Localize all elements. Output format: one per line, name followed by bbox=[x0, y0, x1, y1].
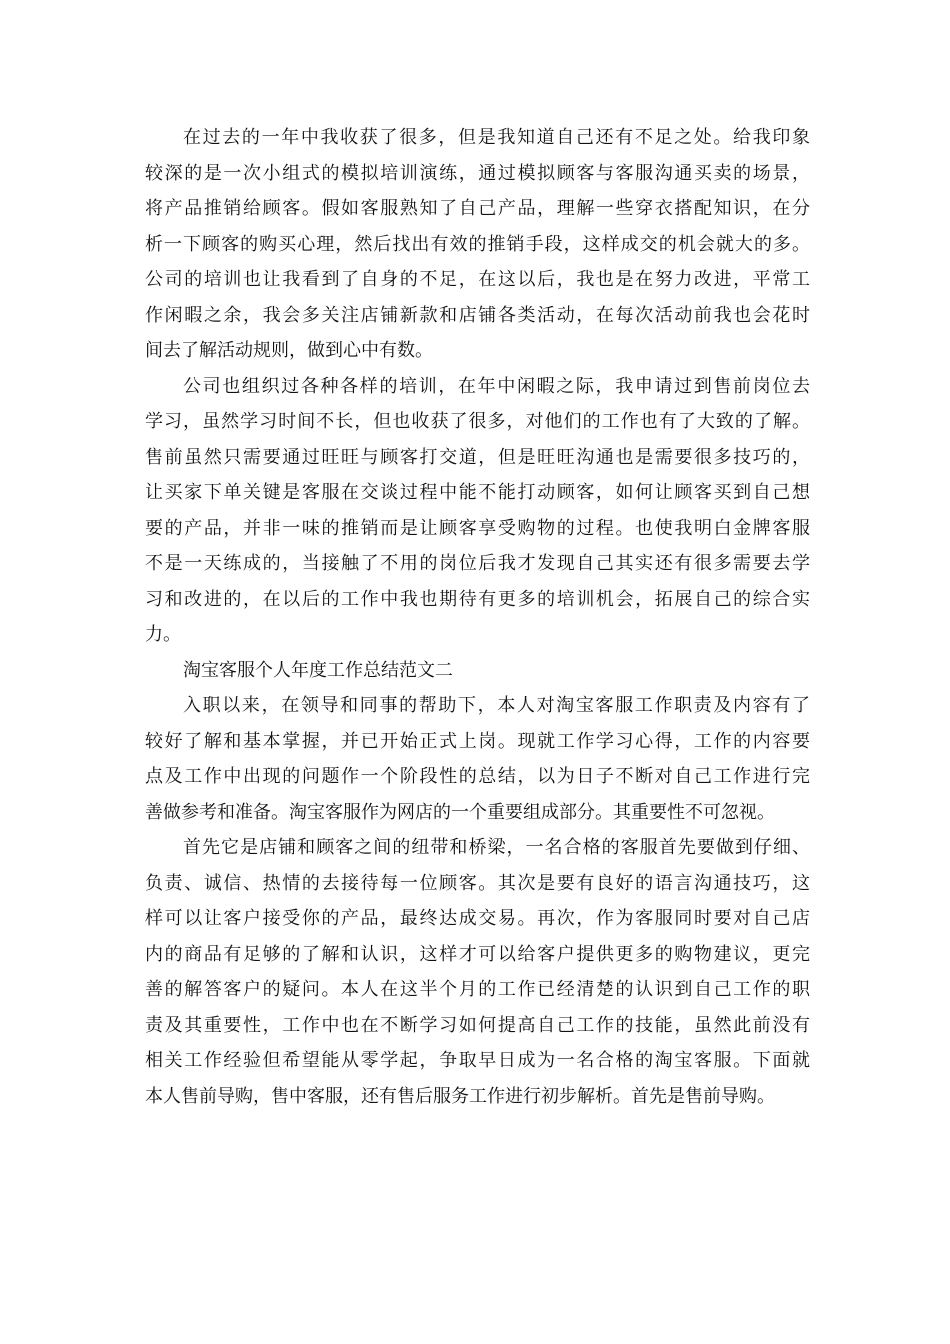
text-line: 内的商品有足够的了解和认识，这样才可以给客户提供更多的购物建议，更完 bbox=[145, 943, 810, 965]
text-line: 学习，虽然学习时间不长，但也收获了很多，对他们的工作也有了大致的了解。 bbox=[145, 411, 810, 432]
text-line: 让买家下单关键是客服在交谈过程中能不能打动顾客，如何让顾客买到自己想 bbox=[145, 482, 810, 503]
text-line: 善的解答客户的疑问。本人在这半个月的工作已经清楚的认识到自己工作的职 bbox=[145, 979, 810, 1000]
text-line: 售前虽然只需要通过旺旺与顾客打交道，但是旺旺沟通也是需要很多技巧的， bbox=[145, 446, 810, 468]
text-line: 入职以来，在领导和同事的帮助下，本人对淘宝客服工作职责及内容有了 bbox=[183, 695, 810, 716]
text-line: 力。 bbox=[145, 624, 181, 645]
text-line: 将产品推销给顾客。假如客服熟知了自己产品，理解一些穿衣搭配知识，在分 bbox=[145, 198, 810, 219]
text-line: 负责、诚信、热情的去接待每一位顾客。其次是要有良好的语言沟通技巧，这 bbox=[145, 872, 810, 894]
text-line: 公司的培训也让我看到了自身的不足，在这以后，我也是在努力改进，平常工 bbox=[145, 269, 810, 290]
text-line: 较好了解和基本掌握，并已开始正式上岗。现就工作学习心得，工作的内容要 bbox=[145, 730, 810, 752]
text-line: 淘宝客服个人年度工作总结范文二 bbox=[183, 659, 453, 681]
text-line: 责及其重要性，工作中也在不断学习如何提高自己工作的技能，虽然此前没有 bbox=[145, 1014, 810, 1036]
body-text bbox=[145, 120, 810, 1114]
text-line: 析一下顾客的购买心理，然后找出有效的推销手段，这样成交的机会就大的多。 bbox=[145, 233, 810, 255]
text-line: 公司也组织过各种各样的培训，在年中闲暇之际，我申请过到售前岗位去 bbox=[183, 375, 810, 397]
text-line: 善做参考和准备。淘宝客服作为网店的一个重要组成部分。其重要性不可忽视。 bbox=[145, 801, 775, 823]
text-line: 样可以让客户接受你的产品，最终达成交易。再次，作为客服同时要对自己店 bbox=[145, 908, 810, 929]
text-line: 要的产品，并非一味的推销而是让顾客享受购物的过程。也使我明白金牌客服 bbox=[145, 517, 810, 539]
text-line: 首先它是店铺和顾客之间的纽带和桥梁，一名合格的客服首先要做到仔细、 bbox=[183, 837, 810, 858]
text-line: 相关工作经验但希望能从零学起，争取早日成为一名合格的淘宝客服。下面就 bbox=[145, 1050, 810, 1071]
text-line: 点及工作中出现的问题作一个阶段性的总结，以为日子不断对自己工作进行完 bbox=[145, 766, 810, 787]
text-line: 不是一天练成的，当接触了不用的岗位后我才发现自己其实还有很多需要去学 bbox=[145, 553, 810, 574]
text-line: 间去了解活动规则，做到心中有数。 bbox=[145, 340, 433, 361]
text-line: 在过去的一年中我收获了很多，但是我知道自己还有不足之处。给我印象 bbox=[183, 127, 810, 148]
text-line: 本人售前导购，售中客服，还有售后服务工作进行初步解析。首先是售前导购。 bbox=[145, 1085, 775, 1107]
text-line: 作闲暇之余，我会多关注店铺新款和店铺各类活动，在每次活动前我也会花时 bbox=[145, 304, 810, 326]
text-line: 习和改进的，在以后的工作中我也期待有更多的培训机会，拓展自己的综合实 bbox=[145, 588, 810, 610]
text-line: 较深的是一次小组式的模拟培训演练，通过模拟顾客与客服沟通买卖的场景， bbox=[145, 162, 810, 184]
